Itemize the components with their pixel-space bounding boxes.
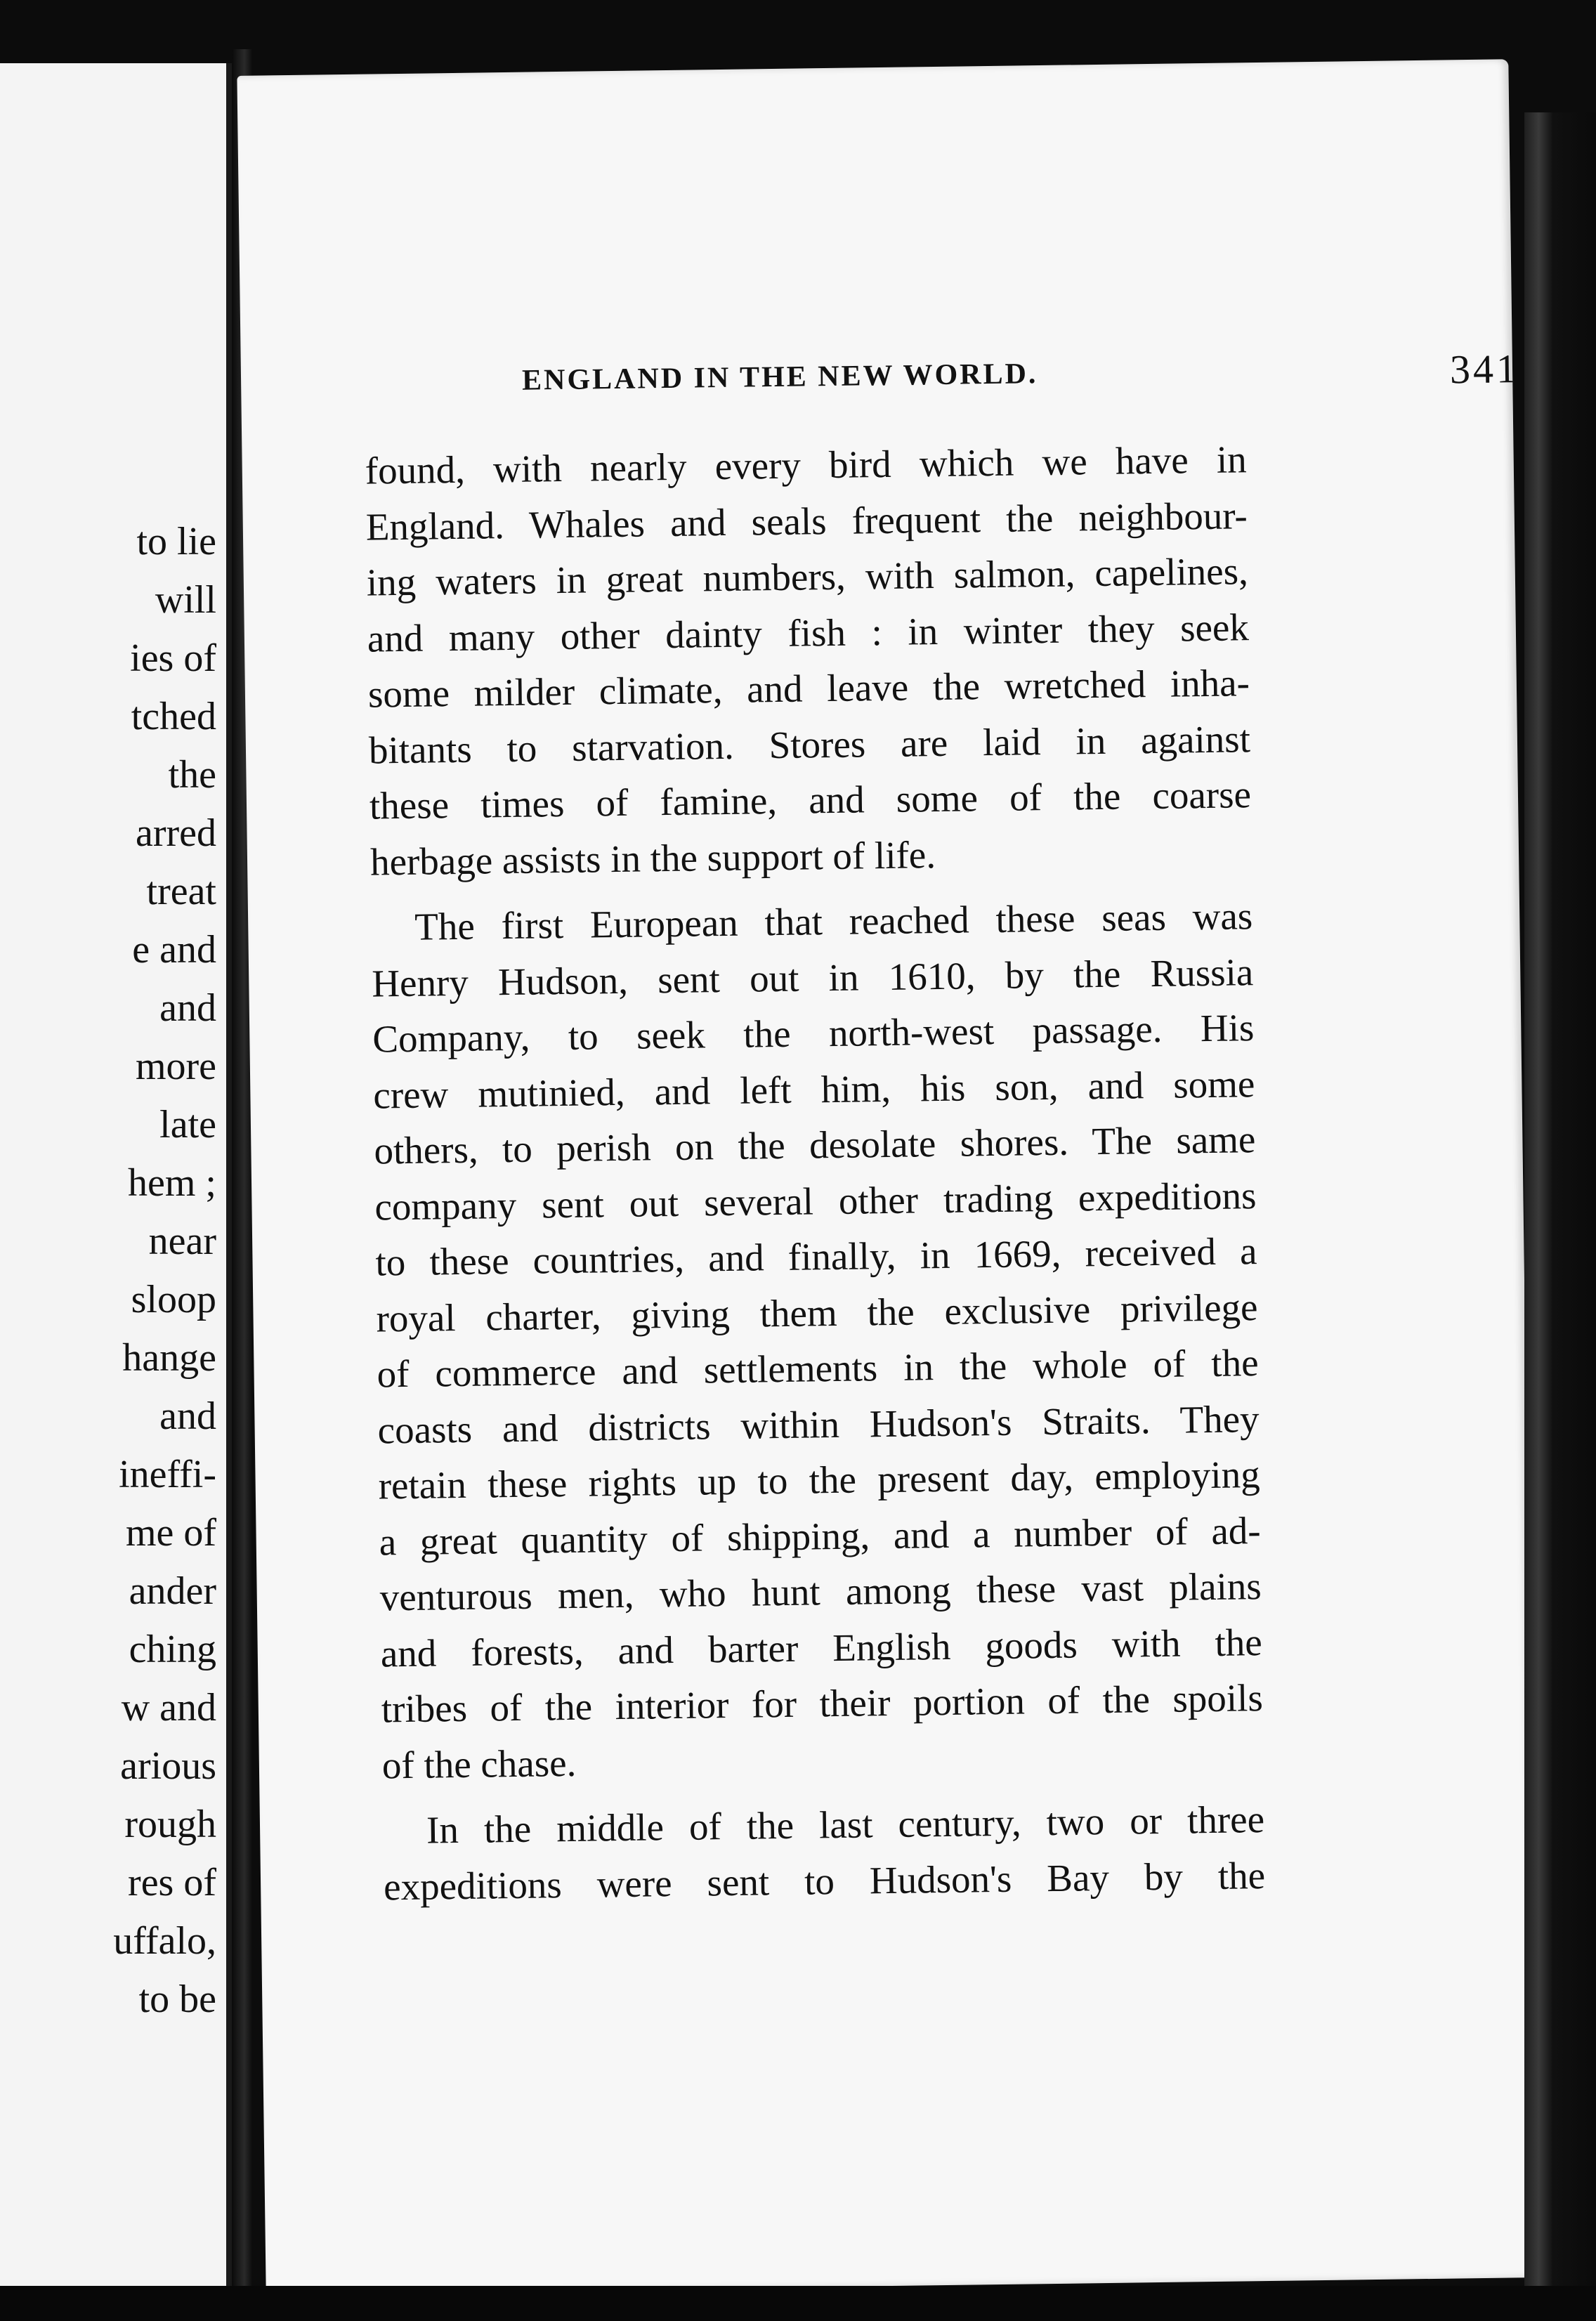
left-line: arred xyxy=(135,811,216,855)
left-line: will xyxy=(155,578,216,622)
scan-border xyxy=(0,2286,1596,2321)
left-line: ies of xyxy=(130,636,216,680)
left-line: the xyxy=(168,753,216,797)
left-line: to be xyxy=(138,1977,216,2021)
text-line: and forests, and barter English goods with the xyxy=(380,1620,1263,1675)
text-line: others, to perish on the desolate shores. The same xyxy=(374,1118,1256,1172)
left-line: hange xyxy=(122,1336,216,1380)
left-line: to lie xyxy=(136,520,216,563)
left-line: ineffi- xyxy=(119,1453,216,1496)
left-line: tched xyxy=(131,695,216,738)
left-line: hem ; xyxy=(128,1161,216,1205)
text-line: Henry Hudson, sent out in 1610, by the Russia xyxy=(371,950,1254,1005)
text-line: retain these rights up to the present day, employing xyxy=(378,1453,1260,1508)
left-line: uffalo, xyxy=(113,1919,216,1963)
left-line: more xyxy=(135,1045,216,1088)
text-line: tribes of the interior for their portion of the spoils xyxy=(381,1676,1264,1731)
left-line: e and xyxy=(132,928,216,972)
text-line: The first European that reached these seas was xyxy=(414,894,1253,948)
left-line: w and xyxy=(121,1686,216,1730)
text-line: herbage assists in the support of life. xyxy=(369,832,936,884)
left-line: rough xyxy=(124,1803,216,1846)
body-text xyxy=(365,431,1265,1914)
text-line: of commerce and settlements in the whole of the xyxy=(377,1341,1259,1396)
right-page xyxy=(237,59,1537,2294)
left-line: late xyxy=(159,1103,216,1146)
running-head xyxy=(521,346,1520,397)
text-line: these times of famine, and some of the coarse xyxy=(369,773,1252,828)
text-line: bitants to starvation. Stores are laid in against xyxy=(368,717,1251,772)
page-edge-shadow xyxy=(1524,112,1596,2290)
text-line: venturous men, who hunt among these vast plains xyxy=(379,1564,1262,1619)
text-line: of the chase. xyxy=(381,1741,577,1786)
left-line: sloop xyxy=(131,1278,216,1321)
text-line: to these countries, and finally, in 1669, received a xyxy=(375,1229,1257,1284)
left-line: ander xyxy=(129,1569,216,1613)
left-page-text xyxy=(113,513,216,2029)
text-line: and many other dainty fish : in winter they seek xyxy=(367,605,1250,660)
left-line: and xyxy=(159,986,216,1030)
text-line: coasts and districts within Hudson's Straits. They xyxy=(377,1397,1260,1452)
left-line: treat xyxy=(146,870,216,913)
left-line: ching xyxy=(129,1628,216,1671)
page-number: 341 xyxy=(1449,346,1520,393)
text-line: England. Whales and seals frequent the neighbour- xyxy=(365,493,1248,549)
left-page xyxy=(0,63,232,2290)
text-line: expeditions were sent to Hudson's Bay by the xyxy=(383,1853,1266,1908)
left-line: and xyxy=(159,1394,216,1438)
left-line: me of xyxy=(125,1511,216,1555)
text-line: In the middle of the last century, two or three xyxy=(426,1798,1265,1852)
text-line: a great quantity of shipping, and a number of ad- xyxy=(379,1508,1262,1564)
text-line: Company, to seek the north-west passage. His xyxy=(372,1006,1255,1061)
running-head-title: ENGLAND IN THE NEW WORLD. xyxy=(521,358,1038,397)
text-line: some milder climate, and leave the wretched inha- xyxy=(367,661,1250,716)
left-line: near xyxy=(148,1220,216,1263)
left-line: res of xyxy=(128,1861,216,1904)
text-line: crew mutinied, and left him, his son, and some xyxy=(373,1061,1255,1117)
text-line: royal charter, giving them the exclusive privilege xyxy=(376,1285,1258,1340)
left-line: arious xyxy=(120,1744,216,1788)
text-line: company sent out several other trading expeditions xyxy=(374,1173,1257,1229)
text-line: ing waters in great numbers, with salmon, capelines, xyxy=(366,549,1249,604)
text-line: found, with nearly every bird which we have in xyxy=(365,438,1248,492)
